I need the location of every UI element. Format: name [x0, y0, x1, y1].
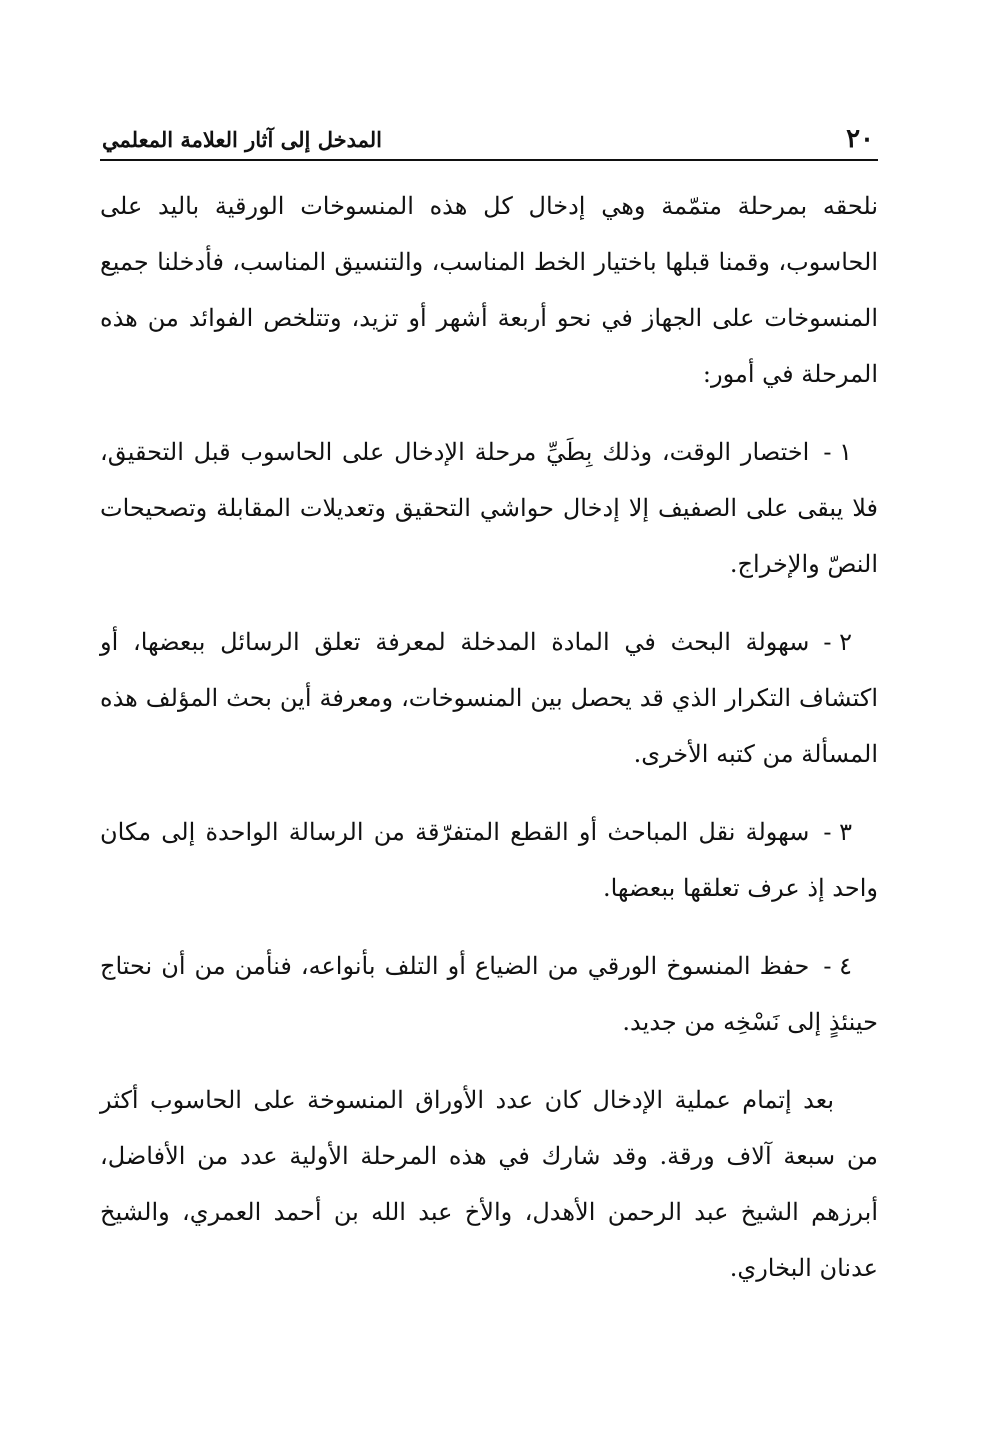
paragraph-intro: نلحقه بمرحلة متمّمة وهي إدخال كل هذه المنسوخات الورقية باليد على الحاسوب، وقمنا قبلها باختيار الخط المناسب، والتنسيق المناسب، فأدخلنا جميع المنسوخات على الجهاز في نحو أربعة أشهر أو تزيد، وتتلخص الفوائد من هذه المرحلة في أمور: — [100, 192, 878, 388]
paragraph-final — [100, 1072, 878, 1296]
list-item-3 — [100, 804, 878, 916]
list-item-2-number: ٢ - — [823, 628, 852, 656]
list-item-4-text: حفظ المنسوخ الورقي من الضياع أو التلف بأنواعه، فنأمن من أن نحتاج حينئذٍ إلى نَسْخِه من جديد. — [100, 952, 878, 1036]
list-item-4-number: ٤ - — [823, 952, 852, 980]
paragraph-final-indent — [834, 1086, 878, 1114]
list-item-1-text: اختصار الوقت، وذلك بِطَيِّ مرحلة الإدخال على الحاسوب قبل التحقيق، فلا يبقى على الصفيف إلا إدخال حواشي التحقيق وتعديلات المقابلة وتصحيحات النصّ والإخراج. — [100, 438, 878, 578]
page-number: ٢٠ — [846, 124, 874, 154]
list-item-2 — [100, 614, 878, 782]
list-item-4 — [100, 938, 878, 1050]
running-title: المدخل إلى آثار العلامة المعلمي — [102, 127, 382, 152]
paragraph-final-text: بعد إتمام عملية الإدخال كان عدد الأوراق المنسوخة على الحاسوب أكثر من سبعة آلاف ورقة. وقد شارك في هذه المرحلة الأولية عدد من الأفاضل، أبرزهم الشيخ عبد الرحمن الأهدل، والأخ عبد الله بن أحمد العمري، والشيخ عدنان البخاري. — [100, 1086, 878, 1282]
list-item-3-number: ٣ - — [823, 818, 852, 846]
list-item-1 — [100, 424, 878, 592]
list-item-2-text: سهولة البحث في المادة المدخلة لمعرفة تعلق الرسائل ببعضها، أو اكتشاف التكرار الذي قد يحصل بين المنسوخات، ومعرفة أين بحث المؤلف هذه المسألة من كتبه الأخرى. — [100, 628, 878, 768]
list-item-1-number: ١ - — [823, 438, 852, 466]
page-body — [100, 178, 878, 1296]
list-item-3-text: سهولة نقل المباحث أو القطع المتفرّقة من الرسالة الواحدة إلى مكان واحد إذ عرف تعلقها ببعضها. — [100, 818, 878, 902]
header-divider — [100, 159, 878, 161]
running-header — [100, 118, 878, 158]
